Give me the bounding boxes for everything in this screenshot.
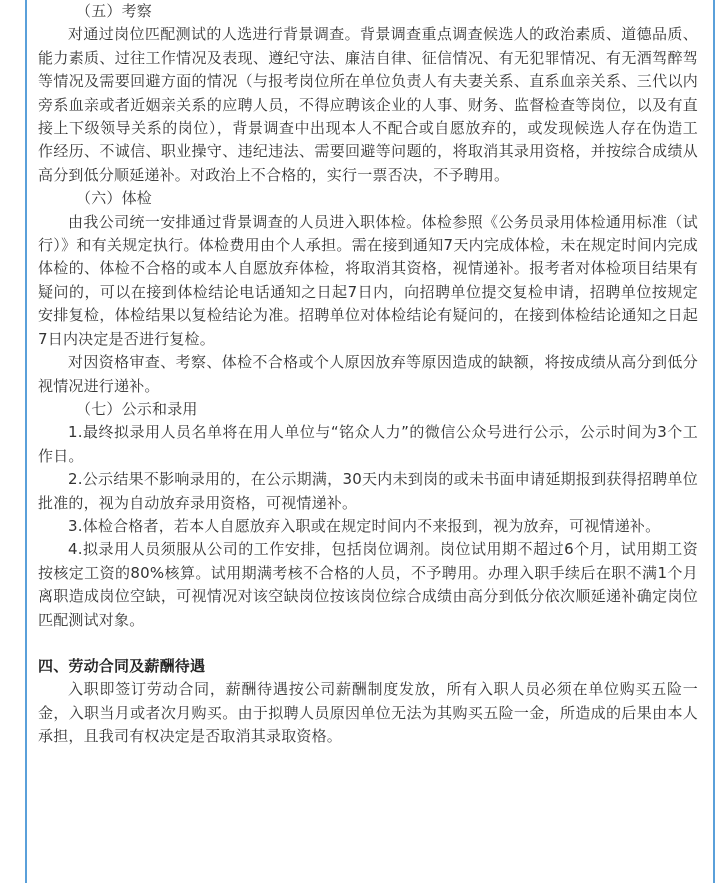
publicity-heading: （七）公示和录用 [76, 399, 198, 418]
background-check-paragraph: 对通过岗位匹配测试的人选进行背景调查。背景调查重点调查候选人的政治素质、道德品质、能力素质、过往工作情况及表现、遵纪守法、廉洁自律、征信情况、有无犯罪情况、有无酒驾醉驾等情况及需要回避方面的情况（与报考岗位所在单位负责人有夫妻关系、直系血亲关系、三代以内旁系血亲或者近姻亲关系的应聘人员，不得应聘该企业的人事、财务、监督检查等岗位，以及有直接上下级领导关系的岗位），背景调查中出现本人不配合或自愿放弃的，或发现候选人存在伪造工作经历、不诚信、职业操守、违纪违法、需要回避等问题的，将取消其录用资格，并按综合成绩从高分到低分顺延递补。对政治上不合格的，实行一票否决，不予聘用。 [38, 25, 698, 184]
labor-contract-paragraph: 入职即签订劳动合同，薪酬待遇按公司薪酬制度发放，所有入职人员必须在单位购买五险一金，入职当月或者次月购买。由于拟聘人员原因单位无法为其购买五险一金，所造成的后果由本人承担，且我司有权决定是否取消其录取资格。 [38, 680, 698, 746]
publicity-item-1: 1.最终拟录用人员名单将在用人单位与“铭众人力”的微信公众号进行公示，公示时间为3个工作日。 [38, 423, 698, 465]
document-body [38, 0, 698, 749]
medical-exam-heading: （六）体检 [76, 189, 153, 208]
background-check-heading: （五）考察 [76, 2, 153, 20]
right-border [713, 0, 715, 883]
labor-contract-heading: 四、劳动合同及薪酬待遇 [38, 656, 206, 675]
left-border [25, 0, 27, 883]
medical-exam-paragraph: 由我公司统一安排通过背景调查的人员进入职体检。体检参照《公务员录用体检通用标准（试行）》和有关规定执行。体检费用由个人承担。需在接到通知7天内完成体检，未在规定时间内完成体检的、体检不合格的或本人自愿放弃体检，将取消其资格，视情递补。报考者对体检项目结果有疑问的，可以在接到体检结论电话通知之日起7日内，向招聘单位提交复检申请，招聘单位按规定安排复检，体检结果以复检结论为准。招聘单位对体检结论有疑问的，在接到体检结论通知之日起7日内决定是否进行复检。 [38, 212, 698, 348]
publicity-item-2: 2.公示结果不影响录用的，在公示期满，30天内未到岗的或未书面申请延期报到获得招聘单位批准的，视为自动放弃录用资格，可视情递补。 [38, 470, 698, 512]
publicity-item-3: 3.体检合格者，若本人自愿放弃入职或在规定时间内不来报到，视为放弃，可视情递补。 [68, 516, 661, 535]
vacancy-paragraph: 对因资格审查、考察、体检不合格或个人原因放弃等原因造成的缺额，将按成绩从高分到低分视情况进行递补。 [38, 353, 698, 395]
publicity-item-4: 4.拟录用人员须服从公司的工作安排，包括岗位调剂。岗位试用期不超过6个月，试用期工资按核定工资的80%核算。试用期满考核不合格的人员，不予聘用。办理入职手续后在职不满1个月离职造成岗位空缺，可视情况对该空缺岗位按该岗位综合成绩由高分到低分依次顺延递补确定岗位匹配测试对象。 [38, 540, 698, 629]
